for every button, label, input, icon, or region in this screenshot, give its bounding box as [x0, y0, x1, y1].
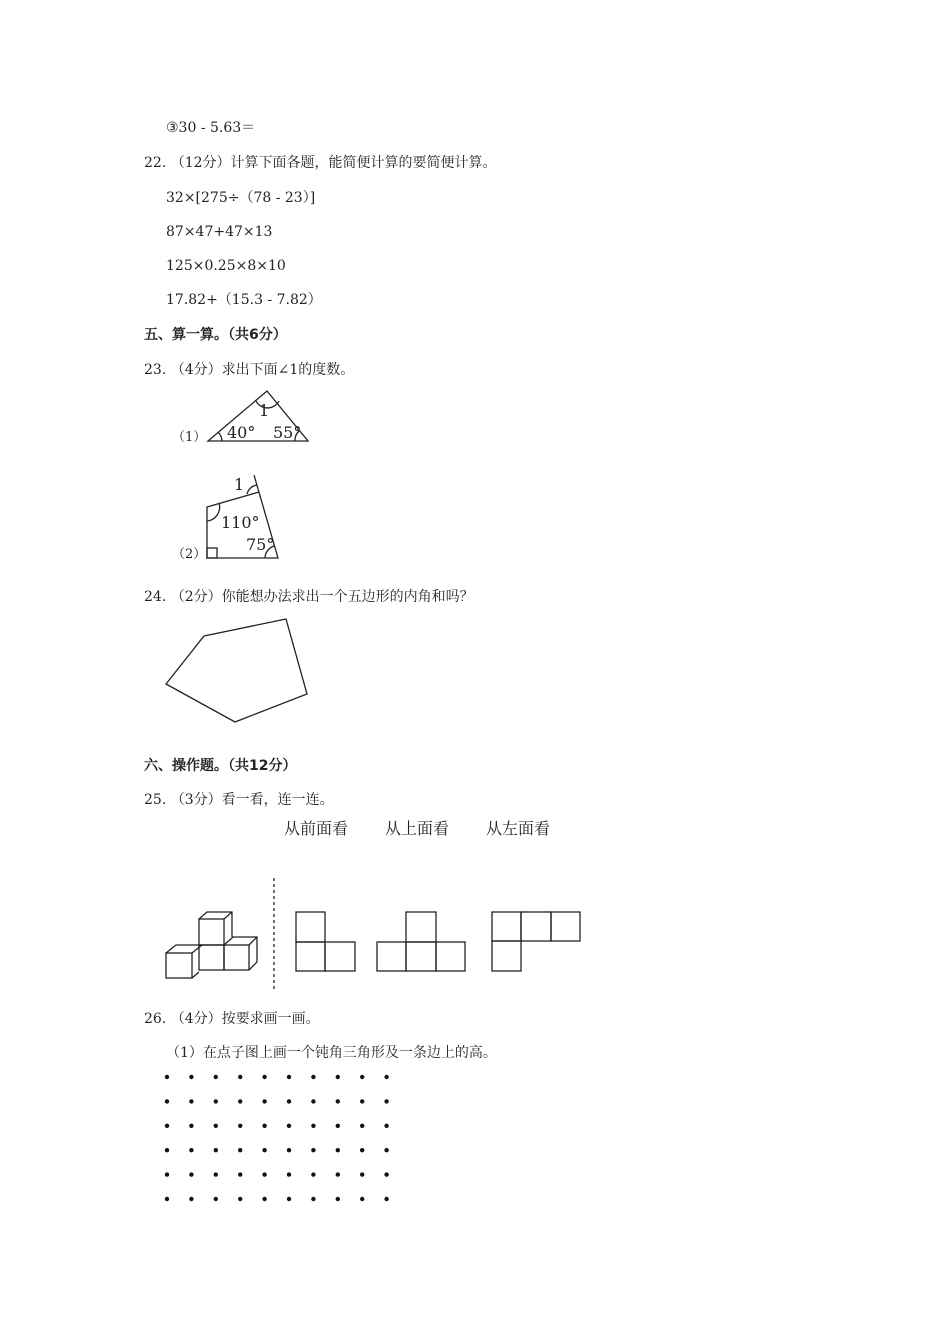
grid-dot[interactable]: [360, 1172, 364, 1176]
grid-dot[interactable]: [165, 1099, 169, 1103]
grid-dot[interactable]: [214, 1075, 218, 1079]
q23-title: 23. （4分）求出下面∠1的度数。: [144, 362, 355, 378]
grid-dot[interactable]: [262, 1197, 266, 1201]
grid-dot[interactable]: [311, 1172, 315, 1176]
grid-dot[interactable]: [262, 1172, 266, 1176]
q25-title: 25. （3分）看一看，连一连。: [144, 792, 334, 808]
grid-dot[interactable]: [311, 1148, 315, 1152]
grid-dot[interactable]: [311, 1197, 315, 1201]
grid-dot[interactable]: [165, 1075, 169, 1079]
left-view-figure: [492, 912, 580, 971]
grid-dot[interactable]: [238, 1124, 242, 1128]
pentagon-figure: [166, 619, 307, 722]
q22-title: 22. （12分）计算下面各题，能简便计算的要简便计算。: [144, 155, 497, 171]
angle-label: 110°: [221, 513, 260, 532]
grid-dot[interactable]: [287, 1075, 291, 1079]
q24-title: 24. （2分）你能想办法求出一个五边形的内角和吗？: [144, 589, 474, 605]
view-label-left: 从左面看: [486, 819, 551, 838]
q22-item: 32×[275÷（78 - 23）]: [166, 190, 316, 206]
grid-dot[interactable]: [189, 1148, 193, 1152]
top-view-figure: [377, 912, 465, 971]
grid-dot[interactable]: [311, 1075, 315, 1079]
grid-dot[interactable]: [336, 1099, 340, 1103]
grid-dot[interactable]: [287, 1148, 291, 1152]
grid-dot[interactable]: [384, 1197, 388, 1201]
section-6-heading: 六、操作题。（共12分）: [144, 758, 297, 774]
section-5-heading: 五、算一算。（共6分）: [144, 327, 287, 343]
grid-dot[interactable]: [384, 1075, 388, 1079]
view-label-front: 从前面看: [284, 819, 349, 838]
grid-dot[interactable]: [262, 1148, 266, 1152]
grid-dot[interactable]: [189, 1197, 193, 1201]
angle-label: 1: [234, 475, 245, 494]
grid-dot[interactable]: [262, 1075, 266, 1079]
grid-dot[interactable]: [311, 1099, 315, 1103]
grid-dot[interactable]: [238, 1197, 242, 1201]
grid-dot[interactable]: [360, 1148, 364, 1152]
grid-dot[interactable]: [262, 1099, 266, 1103]
grid-dot[interactable]: [262, 1124, 266, 1128]
grid-dot[interactable]: [336, 1148, 340, 1152]
grid-dot[interactable]: [336, 1172, 340, 1176]
angle-label: 55°: [273, 423, 302, 442]
grid-dot[interactable]: [384, 1124, 388, 1128]
grid-dot[interactable]: [336, 1075, 340, 1079]
front-view-figure: [296, 912, 355, 971]
triangle-figure: [208, 391, 308, 441]
grid-dot[interactable]: [238, 1075, 242, 1079]
angle-label: 1: [259, 401, 270, 420]
q23-part2-label: （2）: [172, 547, 207, 562]
grid-dot[interactable]: [189, 1099, 193, 1103]
grid-dot[interactable]: [238, 1172, 242, 1176]
grid-dot[interactable]: [189, 1124, 193, 1128]
grid-dot[interactable]: [384, 1148, 388, 1152]
grid-dot[interactable]: [336, 1124, 340, 1128]
q23-part1-label: （1）: [172, 430, 207, 445]
q22-item: 17.82+（15.3 - 7.82）: [166, 292, 322, 308]
dot-grid[interactable]: [165, 1075, 389, 1201]
q21-item3: ③30 - 5.63＝: [166, 120, 256, 136]
grid-dot[interactable]: [214, 1197, 218, 1201]
view-label-top: 从上面看: [385, 819, 450, 838]
grid-dot[interactable]: [360, 1124, 364, 1128]
grid-dot[interactable]: [384, 1172, 388, 1176]
grid-dot[interactable]: [287, 1124, 291, 1128]
grid-dot[interactable]: [287, 1099, 291, 1103]
grid-dot[interactable]: [189, 1172, 193, 1176]
grid-dot[interactable]: [360, 1099, 364, 1103]
grid-dot[interactable]: [165, 1197, 169, 1201]
grid-dot[interactable]: [165, 1124, 169, 1128]
angle-label: 40°: [227, 423, 256, 442]
grid-dot[interactable]: [360, 1197, 364, 1201]
grid-dot[interactable]: [238, 1148, 242, 1152]
grid-dot[interactable]: [165, 1172, 169, 1176]
grid-dot[interactable]: [360, 1075, 364, 1079]
grid-dot[interactable]: [384, 1099, 388, 1103]
grid-dot[interactable]: [238, 1099, 242, 1103]
quadrilateral-figure: [207, 475, 278, 558]
grid-dot[interactable]: [214, 1099, 218, 1103]
grid-dot[interactable]: [165, 1148, 169, 1152]
grid-dot[interactable]: [287, 1172, 291, 1176]
q22-item: 125×0.25×8×10: [166, 258, 286, 274]
grid-dot[interactable]: [214, 1148, 218, 1152]
q26-part1: （1）在点子图上画一个钝角三角形及一条边上的高。: [166, 1045, 497, 1061]
cube-stack-figure: [166, 912, 257, 978]
q22-item: 87×47+47×13: [166, 224, 273, 240]
grid-dot[interactable]: [214, 1124, 218, 1128]
angle-label: 75°: [246, 535, 275, 554]
q26-title: 26. （4分）按要求画一画。: [144, 1011, 320, 1027]
grid-dot[interactable]: [189, 1075, 193, 1079]
grid-dot[interactable]: [336, 1197, 340, 1201]
grid-dot[interactable]: [214, 1172, 218, 1176]
grid-dot[interactable]: [287, 1197, 291, 1201]
grid-dot[interactable]: [311, 1124, 315, 1128]
